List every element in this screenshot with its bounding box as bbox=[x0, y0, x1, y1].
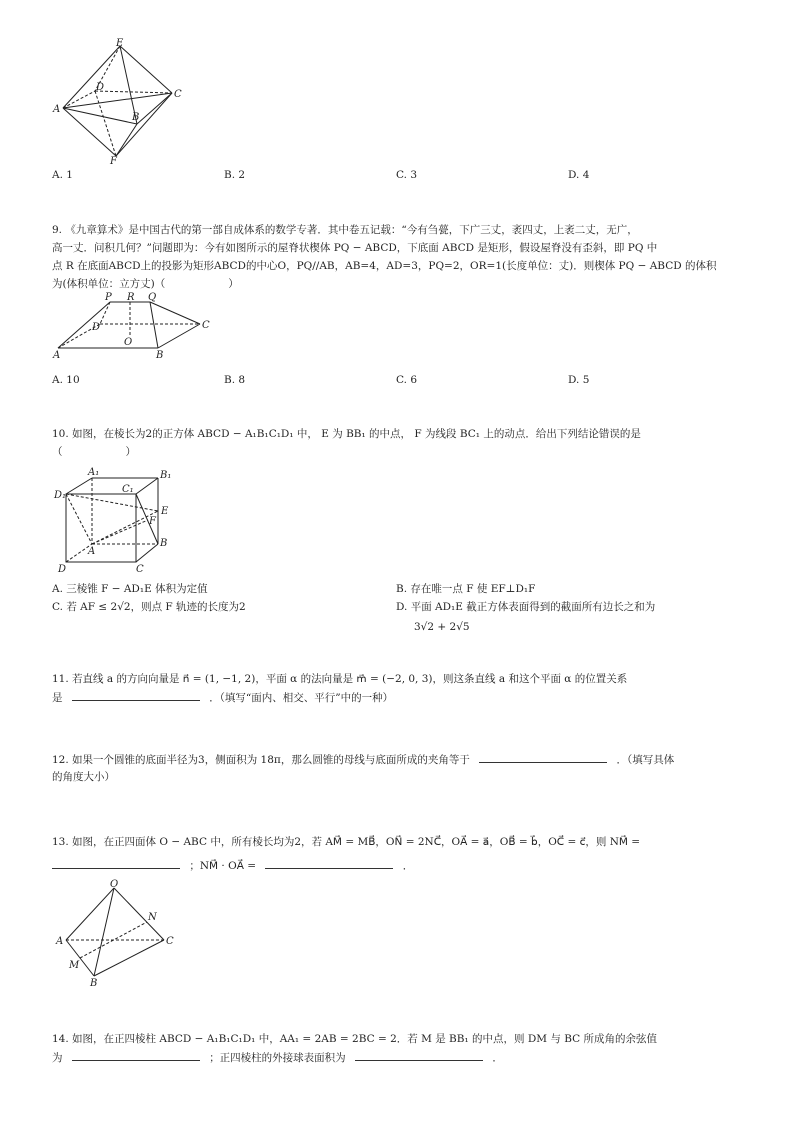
q9-label-A: A bbox=[53, 350, 61, 361]
q14-line2-mid: ；正四棱柱的外接球表面积为 bbox=[209, 1052, 346, 1064]
q8-label-A: A bbox=[53, 104, 61, 115]
q13-line2-end: ． bbox=[402, 860, 414, 872]
q10-label-D: D bbox=[58, 564, 67, 575]
q13-text-line2 bbox=[52, 857, 413, 874]
q11-text-line1: 11. 若直线 a 的方向向量是 n⃗ = (1, −1, 2)，平面 α 的法向量是 m⃗ = (−2, 0, 3)，则这条直线 a 和这个平面 α 的位置关系 bbox=[52, 673, 628, 685]
q14-text-line2 bbox=[52, 1049, 503, 1066]
q10-text-line2: （ ） bbox=[52, 446, 136, 458]
q10-label-B: B bbox=[160, 538, 168, 549]
q12-text-line2: 的角度大小） bbox=[52, 771, 115, 783]
q9-label-C: C bbox=[202, 320, 210, 331]
q9-text-line1: 9. 《九章算术》是中国古代的第一部自成体系的数学专著．其中卷五记载：“今有刍甍，下广三丈，袤四丈，上袤二丈，无广， bbox=[52, 224, 638, 236]
q13-label-A: A bbox=[56, 936, 64, 947]
q10-label-C1: C₁ bbox=[122, 484, 134, 495]
q8-label-C: C bbox=[174, 89, 182, 100]
q11-line2-prefix: 是 bbox=[52, 692, 63, 704]
q13-line2-mid: ；NM⃗ · OA⃗ = bbox=[189, 860, 257, 872]
q8-option-c[interactable]: C. 3 bbox=[396, 169, 418, 181]
q13-figure bbox=[52, 876, 182, 988]
q10-option-a[interactable]: A. 三棱锥 F − AD₁E 体积为定值 bbox=[52, 583, 208, 595]
q14-text-line1: 14. 如图，在正四棱柱 ABCD − A₁B₁C₁D₁ 中，AA₁ = 2AB = 2BC = 2．若 M 是 BB₁ 的中点，则 DM 与 BC 所成角的余弦值 bbox=[52, 1033, 658, 1045]
q11-line2-suffix: ．（填写“面内、相交、平行”中的一种） bbox=[209, 692, 394, 704]
q13-text-line1: 13. 如图，在正四面体 O − ABC 中，所有棱长均为2，若 AM⃗ = MB⃗，ON⃗ = 2NC⃗，OA⃗ = a⃗，OB⃗ = b⃗，OC⃗ = c⃗，则 NM⃗ = bbox=[52, 836, 641, 848]
q10-label-E: E bbox=[161, 506, 169, 517]
q14-answer-blank-1[interactable] bbox=[72, 1049, 200, 1061]
q9-option-a[interactable]: A. 10 bbox=[52, 374, 80, 386]
q9-option-d[interactable]: D. 5 bbox=[568, 374, 590, 386]
q12-line1-suffix: ．（填写具体 bbox=[616, 754, 675, 766]
q9-label-O: O bbox=[124, 337, 133, 348]
q10-label-C: C bbox=[136, 564, 144, 575]
q13-label-N: N bbox=[148, 912, 157, 923]
q8-label-F: F bbox=[110, 156, 117, 166]
q9-option-c[interactable]: C. 6 bbox=[396, 374, 418, 386]
q8-option-b[interactable]: B. 2 bbox=[224, 169, 246, 181]
q9-label-B: B bbox=[156, 350, 164, 361]
q14-line2-prefix: 为 bbox=[52, 1052, 63, 1064]
q9-figure bbox=[50, 290, 220, 362]
q8-label-E: E bbox=[116, 38, 124, 49]
q12-answer-blank[interactable] bbox=[479, 751, 607, 763]
q13-label-O: O bbox=[110, 879, 119, 890]
q9-label-D: D bbox=[92, 322, 101, 333]
q8-option-a[interactable]: A. 1 bbox=[52, 169, 73, 181]
q10-label-B1: B₁ bbox=[160, 470, 172, 481]
q13-label-M: M bbox=[69, 960, 80, 971]
q10-option-b[interactable]: B. 存在唯一点 F 使 EF⊥D₁F bbox=[396, 583, 536, 595]
q8-label-B: B bbox=[132, 112, 140, 123]
q10-label-A1: A₁ bbox=[88, 467, 100, 478]
q10-figure bbox=[52, 464, 182, 576]
q10-text-line1: 10. 如图，在棱长为2的正方体 ABCD − A₁B₁C₁D₁ 中， E 为 BB₁ 的中点， F 为线段 BC₁ 上的动点．给出下列结论错误的是 bbox=[52, 428, 641, 440]
q11-text-line2 bbox=[52, 689, 393, 706]
q9-label-R: R bbox=[127, 292, 135, 303]
q10-option-d[interactable]: D. 平面 AD₁E 截正方体表面得到的截面所有边长之和为 bbox=[396, 601, 656, 613]
q10-label-A: A bbox=[88, 546, 96, 557]
q9-label-P: P bbox=[105, 292, 112, 303]
q10-label-F: F bbox=[149, 516, 156, 527]
q9-label-Q: Q bbox=[148, 292, 157, 303]
q9-option-b[interactable]: B. 8 bbox=[224, 374, 246, 386]
q12-line1-prefix: 12. 如果一个圆锥的底面半径为3，侧面积为 18π，那么圆锥的母线与底面所成的夹角等于 bbox=[52, 754, 470, 766]
q8-figure bbox=[50, 36, 190, 166]
q9-text-line2: 高一丈．问积几何？”问题即为：今有如图所示的屋脊状楔体 PQ − ABCD，下底面 ABCD 是矩形，假设屋脊没有歪斜，即 PQ 中 bbox=[52, 242, 658, 254]
q13-answer-blank-2[interactable] bbox=[265, 857, 393, 869]
q10-option-d-value: 3√2 + 2√5 bbox=[414, 621, 470, 633]
q13-label-B: B bbox=[90, 978, 98, 988]
q9-text-line4: 为(体积单位：立方丈)（ ） bbox=[52, 278, 239, 290]
q14-line2-end: ． bbox=[492, 1052, 503, 1064]
q9-text-line3: 点 R 在底面ABCD上的投影为矩形ABCD的中心O，PQ//AB，AB=4，AD=3，PQ=2，OR=1(长度单位：丈)．则楔体 PQ − ABCD 的体积 bbox=[52, 260, 717, 272]
q13-answer-blank-1[interactable] bbox=[52, 857, 180, 869]
q10-option-c[interactable]: C. 若 AF ≤ 2√2，则点 F 轨迹的长度为2 bbox=[52, 601, 246, 613]
q11-answer-blank[interactable] bbox=[72, 689, 200, 701]
q8-option-d[interactable]: D. 4 bbox=[568, 169, 590, 181]
q8-label-D: D bbox=[96, 82, 105, 93]
q13-label-C: C bbox=[166, 936, 174, 947]
q10-label-D1: D₁ bbox=[54, 490, 67, 501]
q12-text-line1 bbox=[52, 751, 674, 768]
q14-answer-blank-2[interactable] bbox=[355, 1049, 483, 1061]
